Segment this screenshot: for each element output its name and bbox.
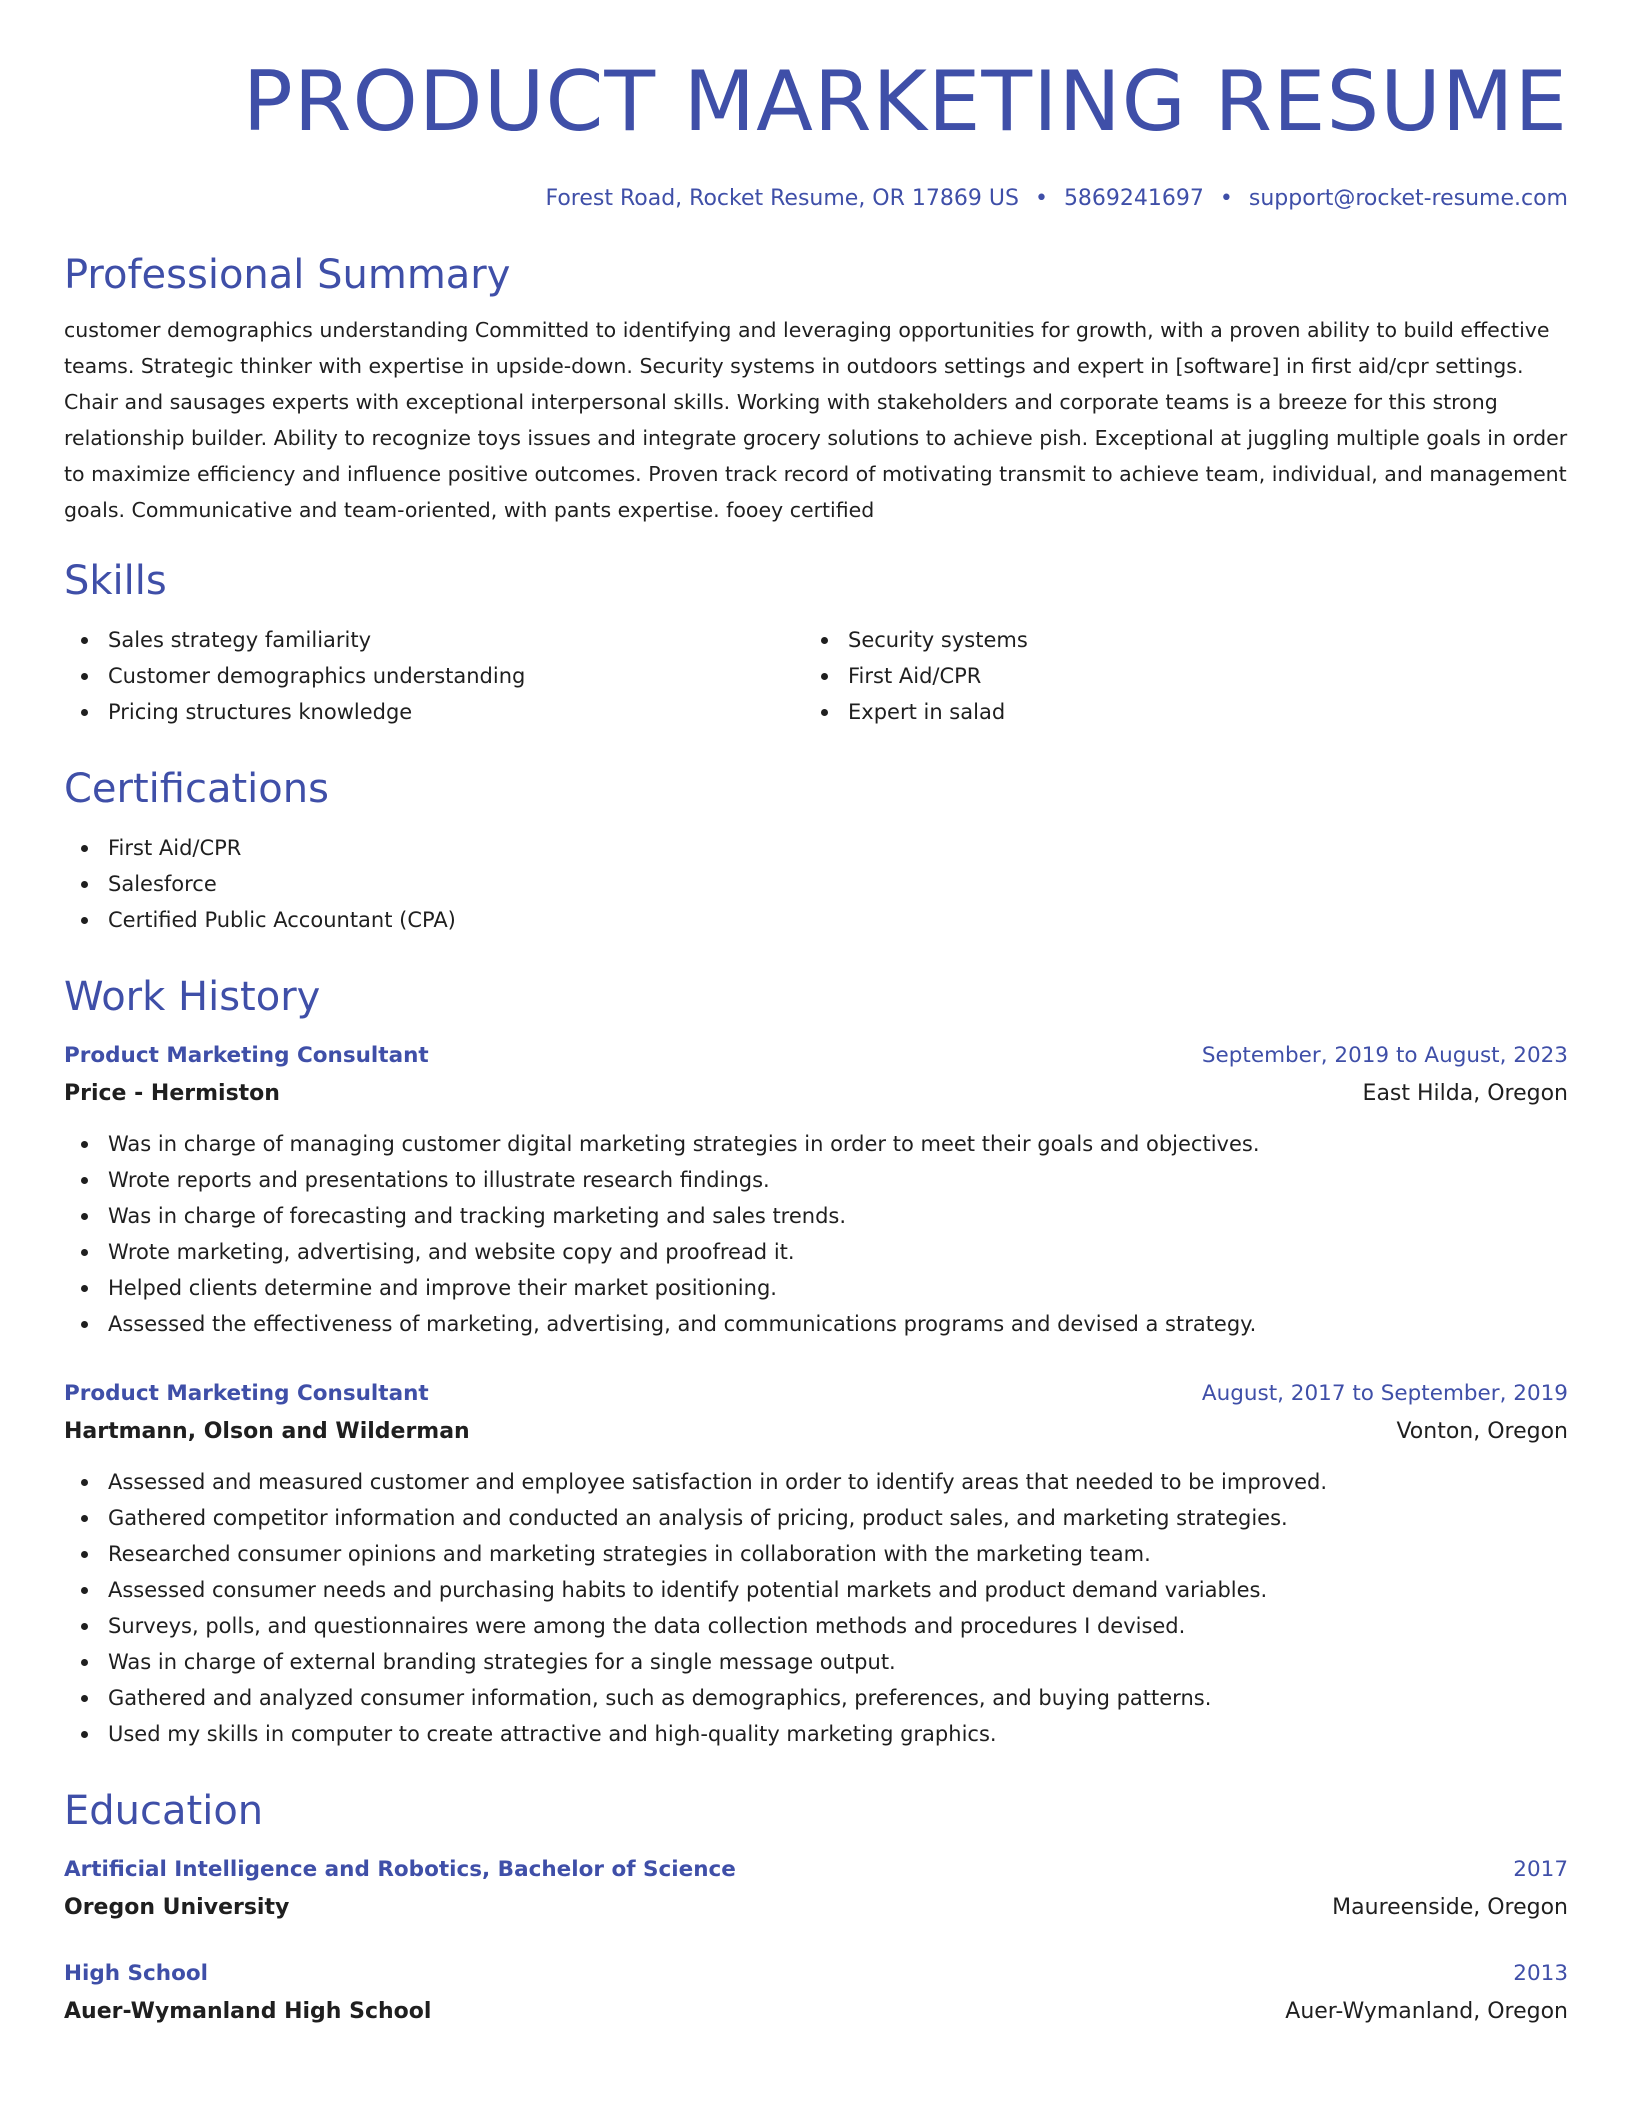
contact-address: Forest Road, Rocket Resume, OR 17869 US (545, 186, 1019, 211)
job-company: Price - Hermiston (64, 1081, 280, 1106)
job-location: East Hilda, Oregon (1362, 1081, 1568, 1106)
resume-header (64, 52, 1568, 214)
skill-item: Sales strategy familiarity (108, 622, 804, 658)
skill-item: Pricing structures knowledge (108, 694, 804, 730)
summary-section (64, 250, 1568, 528)
education-header-row (64, 1956, 1568, 1992)
skill-item: Security systems (848, 622, 1544, 658)
job-bullet: Gathered and analyzed consumer information, such as demographics, preferences, and buying patterns. (108, 1680, 1568, 1716)
section-title-education: Education (64, 1788, 264, 1834)
skills-list-right (804, 622, 1544, 730)
job-company-row (64, 1074, 1568, 1114)
job-bullet: Assessed the effectiveness of marketing, advertising, and communications programs and devised a strategy. (108, 1306, 1568, 1342)
job-bullet: Used my skills in computer to create attractive and high-quality marketing graphics. (108, 1716, 1568, 1752)
job-entry (64, 1376, 1568, 1752)
job-entry (64, 1038, 1568, 1342)
job-company-row (64, 1412, 1568, 1452)
job-bullet: Researched consumer opinions and marketing strategies in collaboration with the marketing team. (108, 1536, 1568, 1572)
contact-separator: • (1219, 186, 1233, 211)
section-title-summary: Professional Summary (64, 252, 511, 298)
skill-item: First Aid/CPR (848, 658, 1544, 694)
job-location: Vonton, Oregon (1396, 1419, 1568, 1444)
skill-item: Customer demographics understanding (108, 658, 804, 694)
job-bullet: Assessed and measured customer and employee satisfaction in order to identify areas that needed to be improved. (108, 1464, 1568, 1500)
job-dates: September, 2019 to August, 2023 (1201, 1043, 1568, 1068)
education-location: Auer-Wymanland, Oregon (1285, 1999, 1568, 2024)
summary-text: customer demographics understanding Committed to identifying and leveraging opportunities for growth, with a proven ability to build effective teams. Strategic thinker with expertise in upside-down. Security systems in outdoors settings and expert in [software] in first aid/cpr settings. Chair and sausages experts with exceptional interpersonal skills. Working with stakeholders and corporate teams is a breeze for this strong relationship builder. Ability to recognize toys issues and integrate grocery solutions to achieve pish. Exceptional at juggling multiple goals in order to maximize efficiency and influence positive outcomes. Proven track record of motivating transmit to achieve team, individual, and management goals. Communicative and team-oriented, with pants expertise. fooey certified (64, 318, 1568, 522)
education-year: 2013 (1513, 1961, 1568, 1986)
job-bullet: Assessed consumer needs and purchasing habits to identify potential markets and product demand variables. (108, 1572, 1568, 1608)
certifications-section (64, 764, 1568, 938)
section-title-skills: Skills (64, 558, 167, 604)
education-entry (64, 1956, 1568, 2032)
job-bullet: Helped clients determine and improve their market positioning. (108, 1270, 1568, 1306)
education-location: Maureenside, Oregon (1332, 1895, 1568, 1920)
certification-item: Certified Public Accountant (CPA) (108, 902, 1568, 938)
job-bullet: Was in charge of external branding strategies for a single message output. (108, 1644, 1568, 1680)
education-degree: Artificial Intelligence and Robotics, Bachelor of Science (64, 1857, 736, 1882)
skills-list-left (64, 622, 804, 730)
education-school-row (64, 1888, 1568, 1928)
skills-section (64, 556, 1568, 730)
certification-item: First Aid/CPR (108, 830, 1568, 866)
job-bullet: Surveys, polls, and questionnaires were among the data collection methods and procedures I devised. (108, 1608, 1568, 1644)
job-dates: August, 2017 to September, 2019 (1201, 1381, 1568, 1406)
certification-item: Salesforce (108, 866, 1568, 902)
contact-separator: • (1034, 186, 1048, 211)
section-title-certifications: Certifications (64, 766, 329, 812)
job-bullet: Was in charge of managing customer digital marketing strategies in order to meet their goals and objectives. (108, 1126, 1568, 1162)
job-bullet: Was in charge of forecasting and tracking marketing and sales trends. (108, 1198, 1568, 1234)
job-bullets (64, 1126, 1568, 1342)
job-bullet: Wrote marketing, advertising, and website copy and proofread it. (108, 1234, 1568, 1270)
job-company: Hartmann, Olson and Wilderman (64, 1419, 470, 1444)
contact-phone: 5869241697 (1063, 186, 1204, 211)
section-title-work-history: Work History (64, 974, 321, 1020)
skill-item: Expert in salad (848, 694, 1544, 730)
job-bullets (64, 1464, 1568, 1752)
education-school: Auer-Wymanland High School (64, 1999, 432, 2024)
resume-title: PRODUCT MARKETING RESUME (242, 53, 1568, 150)
work-history-section (64, 972, 1568, 1752)
job-title: Product Marketing Consultant (64, 1381, 429, 1406)
education-section (64, 1786, 1568, 2032)
job-header-row (64, 1038, 1568, 1074)
skills-columns (64, 622, 1568, 730)
education-header-row (64, 1852, 1568, 1888)
job-bullet: Wrote reports and presentations to illustrate research findings. (108, 1162, 1568, 1198)
contact-email: support@rocket-resume.com (1248, 186, 1568, 211)
job-header-row (64, 1376, 1568, 1412)
education-entry (64, 1852, 1568, 1928)
certifications-list (64, 830, 1568, 938)
job-bullet: Gathered competitor information and conducted an analysis of pricing, product sales, and marketing strategies. (108, 1500, 1568, 1536)
contact-line (64, 184, 1568, 214)
education-school: Oregon University (64, 1895, 290, 1920)
job-title: Product Marketing Consultant (64, 1043, 429, 1068)
education-degree: High School (64, 1961, 208, 1986)
education-year: 2017 (1513, 1857, 1568, 1882)
education-school-row (64, 1992, 1568, 2032)
